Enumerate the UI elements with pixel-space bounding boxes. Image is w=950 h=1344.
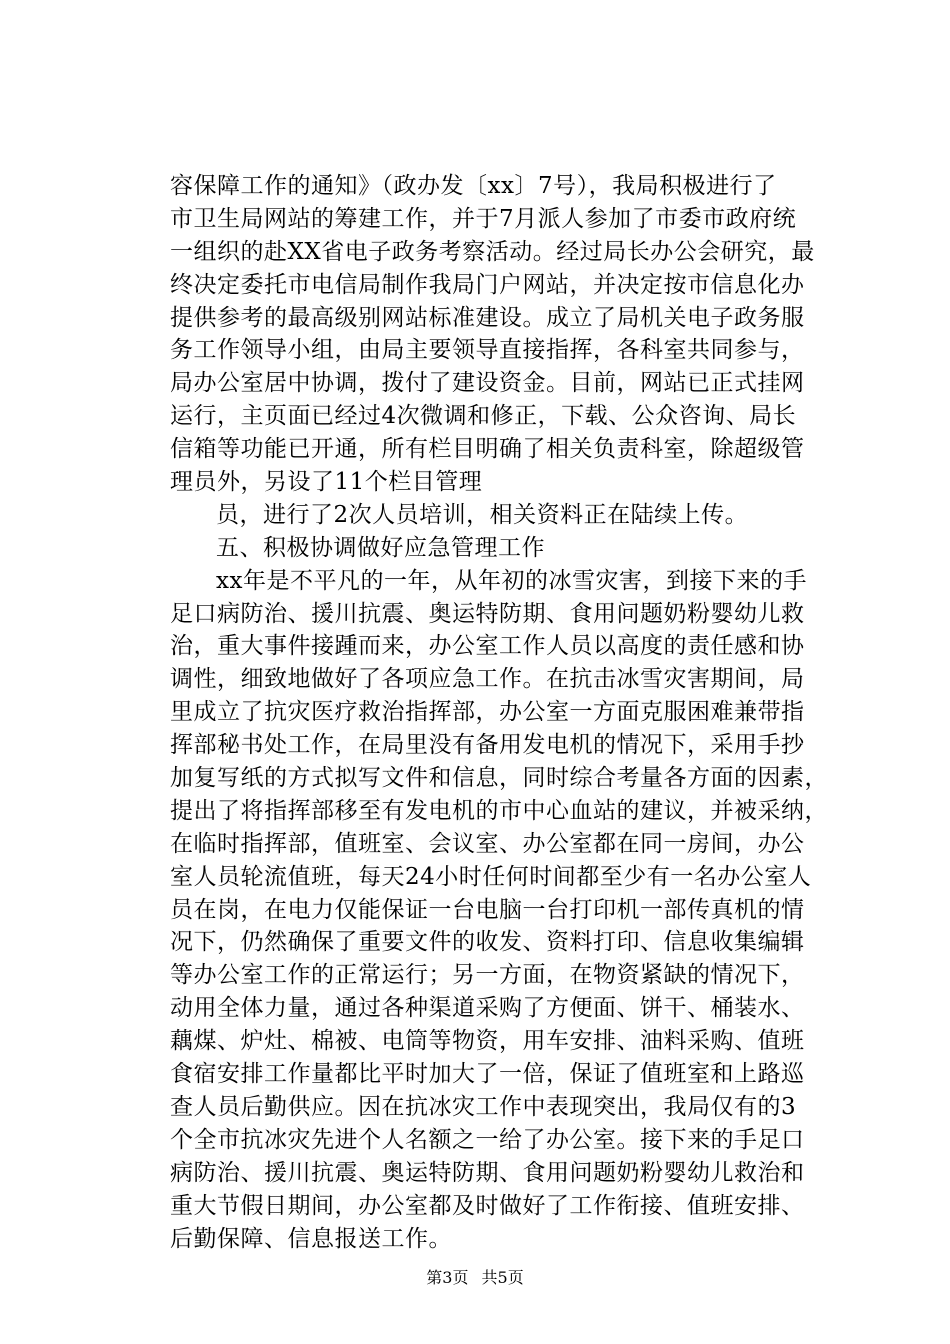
- text-line: 足口病防治、援川抗震、奥运特防期、食用问题奶粉婴幼儿救: [170, 600, 805, 627]
- text-line: 一组织的赴XX省电子政务考察活动。经过局长办公会研究，最: [170, 238, 815, 265]
- text-line: 等办公室工作的正常运行；另一方面，在物资紧缺的情况下，: [170, 962, 805, 989]
- text-line: 终决定委托市电信局制作我局门户网站，并决定按市信息化办: [170, 271, 805, 298]
- text-line: 在临时指挥部，值班室、会议室、办公室都在同一房间，办公: [170, 830, 805, 857]
- text-line: 局办公室居中协调，拨付了建设资金。目前，网站已正式挂网: [170, 370, 805, 397]
- text-line: 运行，主页面已经过4次微调和修正，下载、公众咨询、局长: [170, 403, 797, 430]
- text-line: 五、积极协调做好应急管理工作: [216, 534, 545, 561]
- text-line: xx年是不平凡的一年，从年初的冰雪灾害，到接下来的手: [216, 567, 807, 594]
- text-line: 理员外，另设了11个栏目管理: [170, 469, 483, 496]
- text-line: 提出了将指挥部移至有发电机的市中心血站的建议，并被采纳，: [170, 797, 828, 824]
- text-line: 市卫生局网站的筹建工作，并于7月派人参加了市委市政府统: [170, 205, 797, 232]
- text-line: 动用全体力量，通过各种渠道采购了方便面、饼干、桶装水、: [170, 995, 805, 1022]
- text-line: 信箱等功能已开通，所有栏目明确了相关负责科室，除超级管: [170, 436, 805, 463]
- text-line: 加复写纸的方式拟写文件和信息，同时综合考量各方面的因素，: [170, 765, 828, 792]
- text-line: 藕煤、炉灶、棉被、电筒等物资，用车安排、油料采购、值班: [170, 1028, 805, 1055]
- text-line: 务工作领导小组，由局主要领导直接指挥，各科室共同参与，: [170, 337, 805, 364]
- text-line: 员，进行了2次人员培训，相关资料正在陆续上传。: [216, 501, 749, 528]
- text-line: 员在岗，在电力仅能保证一台电脑一台打印机一部传真机的情: [170, 896, 805, 923]
- text-line: 况下，仍然确保了重要文件的收发、资料打印、信息收集编辑: [170, 929, 805, 956]
- text-line: 病防治、援川抗震、奥运特防期、食用问题奶粉婴幼儿救治和: [170, 1159, 805, 1186]
- text-line: 重大节假日期间，办公室都及时做好了工作衔接、值班安排、: [170, 1192, 805, 1219]
- text-line: 食宿安排工作量都比平时加大了一倍，保证了值班室和上路巡: [170, 1061, 805, 1088]
- text-line: 查人员后勤供应。因在抗冰灾工作中表现突出，我局仅有的3: [170, 1093, 797, 1120]
- text-line: 调性，细致地做好了各项应急工作。在抗击冰雪灾害期间，局: [170, 666, 805, 693]
- text-line: 容保障工作的通知》（政办发〔xx〕7号），我局积极进行了: [170, 173, 777, 199]
- page-footer: [0, 1268, 950, 1288]
- text-line: 治，重大事件接踵而来，办公室工作人员以高度的责任感和协: [170, 633, 805, 660]
- text-line: 里成立了抗灾医疗救治指挥部，办公室一方面克服困难兼带指: [170, 699, 805, 726]
- text-line: 挥部秘书处工作，在局里没有备用发电机的情况下，采用手抄: [170, 732, 805, 759]
- text-line: 个全市抗冰灾先进个人名额之一给了办公室。接下来的手足口: [170, 1126, 805, 1153]
- body-text: [170, 170, 860, 1255]
- text-line: 提供参考的最高级别网站标准建设。成立了局机关电子政务服: [170, 304, 805, 331]
- page-number: 第3页: [426, 1268, 469, 1287]
- page-total: 共5页: [481, 1268, 524, 1287]
- text-line: 后勤保障、信息报送工作。: [170, 1225, 452, 1252]
- text-line: 室人员轮流值班，每天24小时任何时间都至少有一名办公室人: [170, 863, 812, 890]
